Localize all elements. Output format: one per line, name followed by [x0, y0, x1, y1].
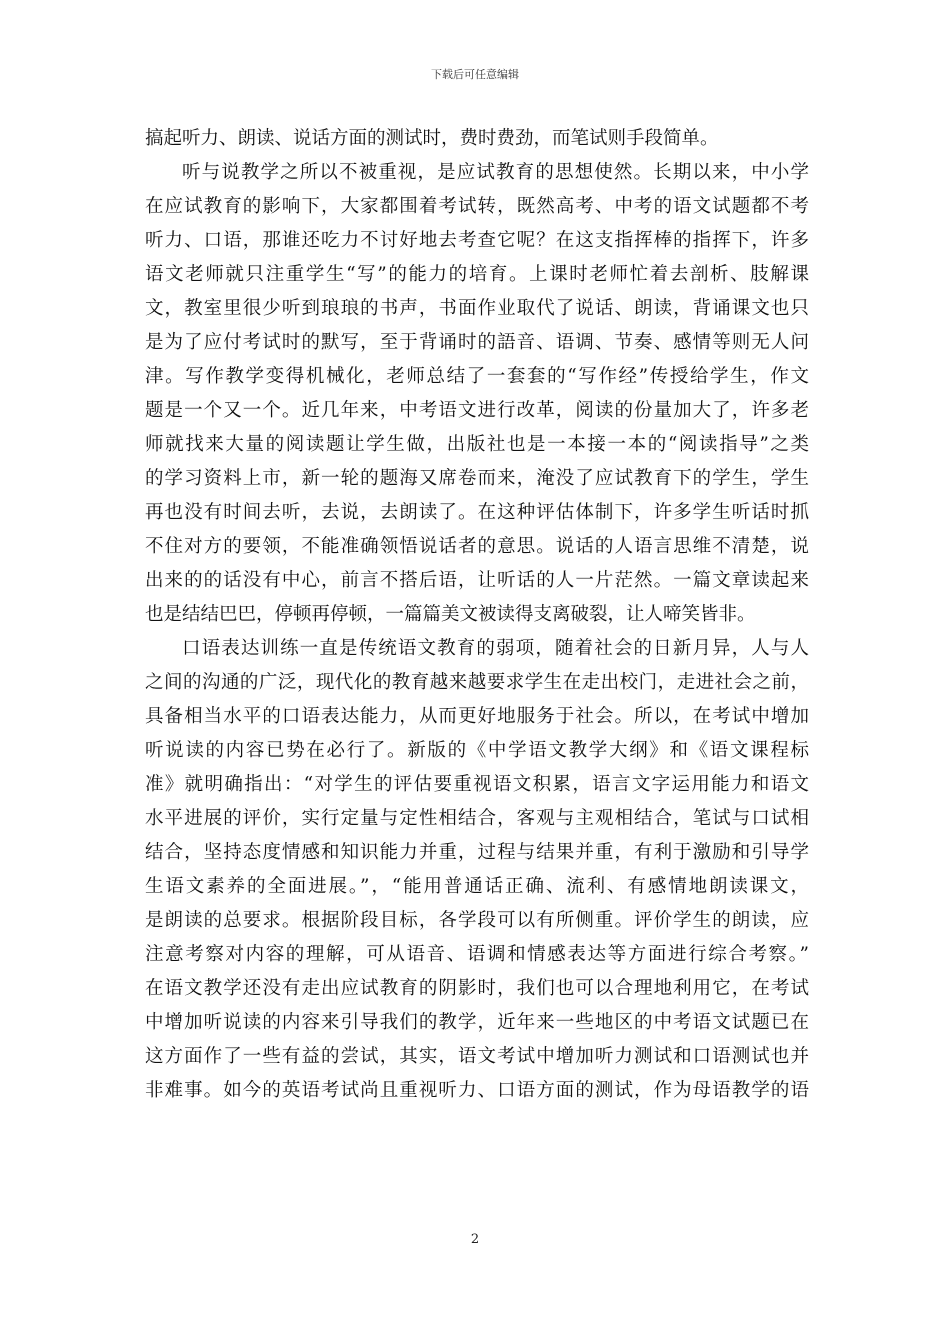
text-line: 是为了应付考试时的默写，至于背诵时的語音、语调、节奏、感情等则无人问: [145, 332, 809, 353]
text-line: 在应试教育的影响下，大家都围着考试转，既然高考、中考的语文试题都不考: [145, 196, 809, 217]
text-line: 具备相当水平的口语表达能力，从而更好地服务于社会。所以，在考试中增加: [145, 706, 809, 727]
text-line: 搞起听力、朗读、说话方面的测试时，费时费劲，而笔试则手段简单。: [145, 128, 719, 149]
text-line: 题是一个又一个。近几年来，中考语文进行改革，阅读的份量加大了，许多老: [145, 400, 809, 421]
text-line: 听与说教学之所以不被重视，是应试教育的思想使然。长期以来，中小学: [182, 162, 809, 183]
text-line: 文，教室里很少听到琅琅的书声，书面作业取代了说话、朗读，背诵课文也只: [145, 298, 809, 319]
text-line: 听力、口语，那谁还吃力不讨好地去考查它呢？在这支指挥棒的指挥下，许多: [145, 230, 809, 251]
text-line: 中增加听说读的内容来引导我们的教学，近年来一些地区的中考语文试题已在: [145, 1012, 809, 1033]
text-line: 再也没有时间去听，去说，去朗读了。在这种评估体制下，许多学生听话时抓: [145, 502, 809, 523]
text-line: 语文老师就只注重学生“写”的能力的培育。上课时老师忙着去剖析、肢解课: [145, 264, 809, 285]
page-header: 下载后可任意编辑: [431, 68, 519, 81]
text-line: 津。写作教学变得机械化，老师总结了一套套的“写作经”传授给学生，作文: [145, 366, 809, 387]
text-line: 生语文素养的全面进展。”，“能用普通话正确、流利、有感情地朗读课文，: [145, 876, 809, 897]
text-line: 出来的的话没有中心，前言不搭后语，让听话的人一片茫然。一篇文章读起来: [145, 570, 809, 591]
text-line: 准》就明确指出：“对学生的评估要重视语文积累，语言文字运用能力和语文: [145, 774, 809, 795]
text-line: 这方面作了一些有益的尝试，其实，语文考试中增加听力测试和口语测试也并: [145, 1046, 809, 1067]
text-line: 注意考察对内容的理解，可从语音、语调和情感表达等方面进行综合考察。”: [145, 944, 809, 965]
page-number: 2: [470, 1232, 480, 1247]
text-line: 在语文教学还没有走出应试教育的阴影时，我们也可以合理地利用它，在考试: [145, 978, 809, 999]
text-line: 结合，坚持态度情感和知识能力并重，过程与结果并重，有利于激励和引导学: [145, 842, 809, 863]
text-line: 口语表达训练一直是传统语文教育的弱项，随着社会的日新月异，人与人: [182, 638, 809, 659]
text-line: 非难事。如今的英语考试尚且重视听力、口语方面的测试，作为母语教学的语: [145, 1080, 809, 1101]
document-body: [145, 122, 809, 1108]
text-line: 的学习资料上市，新一轮的题海又席卷而来，淹没了应试教育下的学生，学生: [145, 468, 809, 489]
text-line: 听说读的内容已势在必行了。新版的《中学语文教学大纲》和《语文课程标: [145, 740, 809, 761]
text-line: 水平进展的评价，实行定量与定性相结合，客观与主观相结合，笔试与口试相: [145, 808, 809, 829]
text-line: 也是结结巴巴，停顿再停顿，一篇篇美文被读得支离破裂，让人啼笑皆非。: [145, 604, 756, 625]
text-line: 师就找来大量的阅读题让学生做，出版社也是一本接一本的“阅读指导”之类: [145, 434, 809, 455]
text-line: 不住对方的要领，不能准确领悟说话者的意思。说话的人语言思维不清楚，说: [145, 536, 809, 557]
text-line: 之间的沟通的广泛，现代化的教育越来越要求学生在走出校门，走进社会之前，: [145, 672, 809, 693]
text-line: 是朗读的总要求。根据阶段目标，各学段可以有所侧重。评价学生的朗读，应: [145, 910, 809, 931]
